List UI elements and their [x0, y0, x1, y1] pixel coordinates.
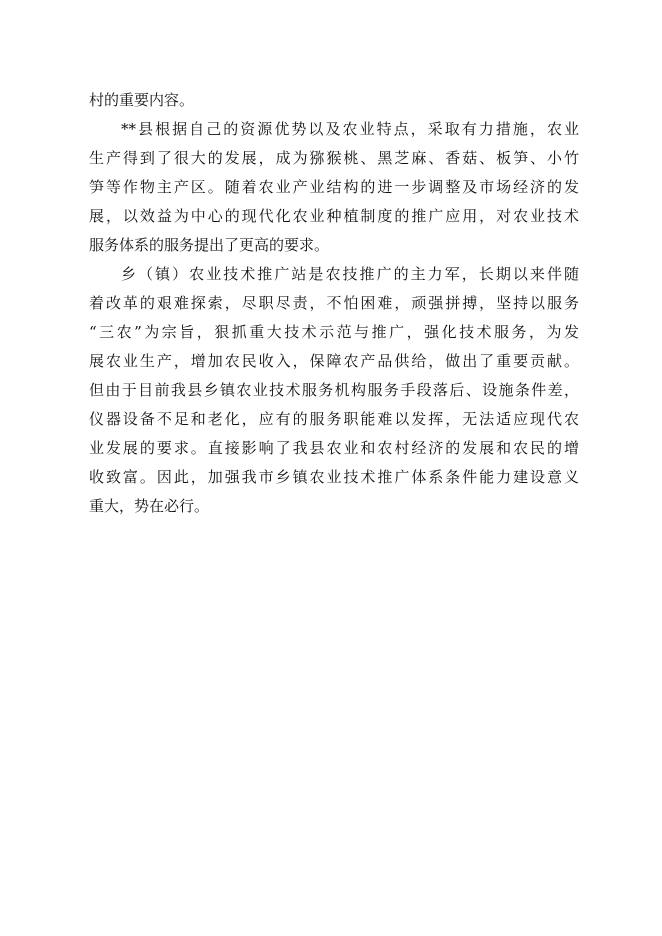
text-line: 笋等作物主产区。随着农业产业结构的进一步调整及市场经济的发: [89, 178, 579, 196]
text-line: 展农业生产，增加农民收入，保障农产品供给，做出了重要贡献。: [89, 352, 579, 370]
paragraph-3: [89, 260, 579, 521]
text-line: 村的重要内容。: [89, 91, 195, 109]
text-line: 乡（镇）农业技术推广站是农技推广的主力军，长期以来伴随: [121, 265, 579, 283]
text-line: 但由于目前我县乡镇农业技术服务机构服务手段落后、设施条件差，: [89, 381, 579, 399]
text-line: **县根据自己的资源优势以及农业特点，采取有力措施，农业: [121, 120, 579, 138]
text-line: 生产得到了很大的发展，成为猕猴桃、黑芝麻、香菇、板笋、小竹: [89, 149, 579, 167]
text-line: 收致富。因此，加强我市乡镇农业技术推广体系条件能力建设意义: [89, 468, 579, 486]
paragraph-2: [89, 115, 579, 260]
text-line: 仪器设备不足和老化，应有的服务职能难以发挥，无法适应现代农: [89, 410, 579, 428]
text-line: 业发展的要求。直接影响了我县农业和农村经济的发展和农民的增: [89, 439, 579, 457]
paragraph-1: [89, 86, 579, 115]
text-line: 服务体系的服务提出了更高的要求。: [89, 236, 330, 254]
text-line: “三农”为宗旨，狠抓重大技术示范与推广，强化技术服务，为发: [89, 323, 579, 341]
text-line: 展，以效益为中心的现代化农业种植制度的推广应用，对农业技术: [89, 207, 579, 225]
body-text: [89, 86, 579, 521]
text-line: 重大，势在必行。: [89, 497, 210, 515]
text-line: 着改革的艰难探索，尽职尽责，不怕困难，顽强拼搏，坚持以服务: [89, 294, 579, 312]
